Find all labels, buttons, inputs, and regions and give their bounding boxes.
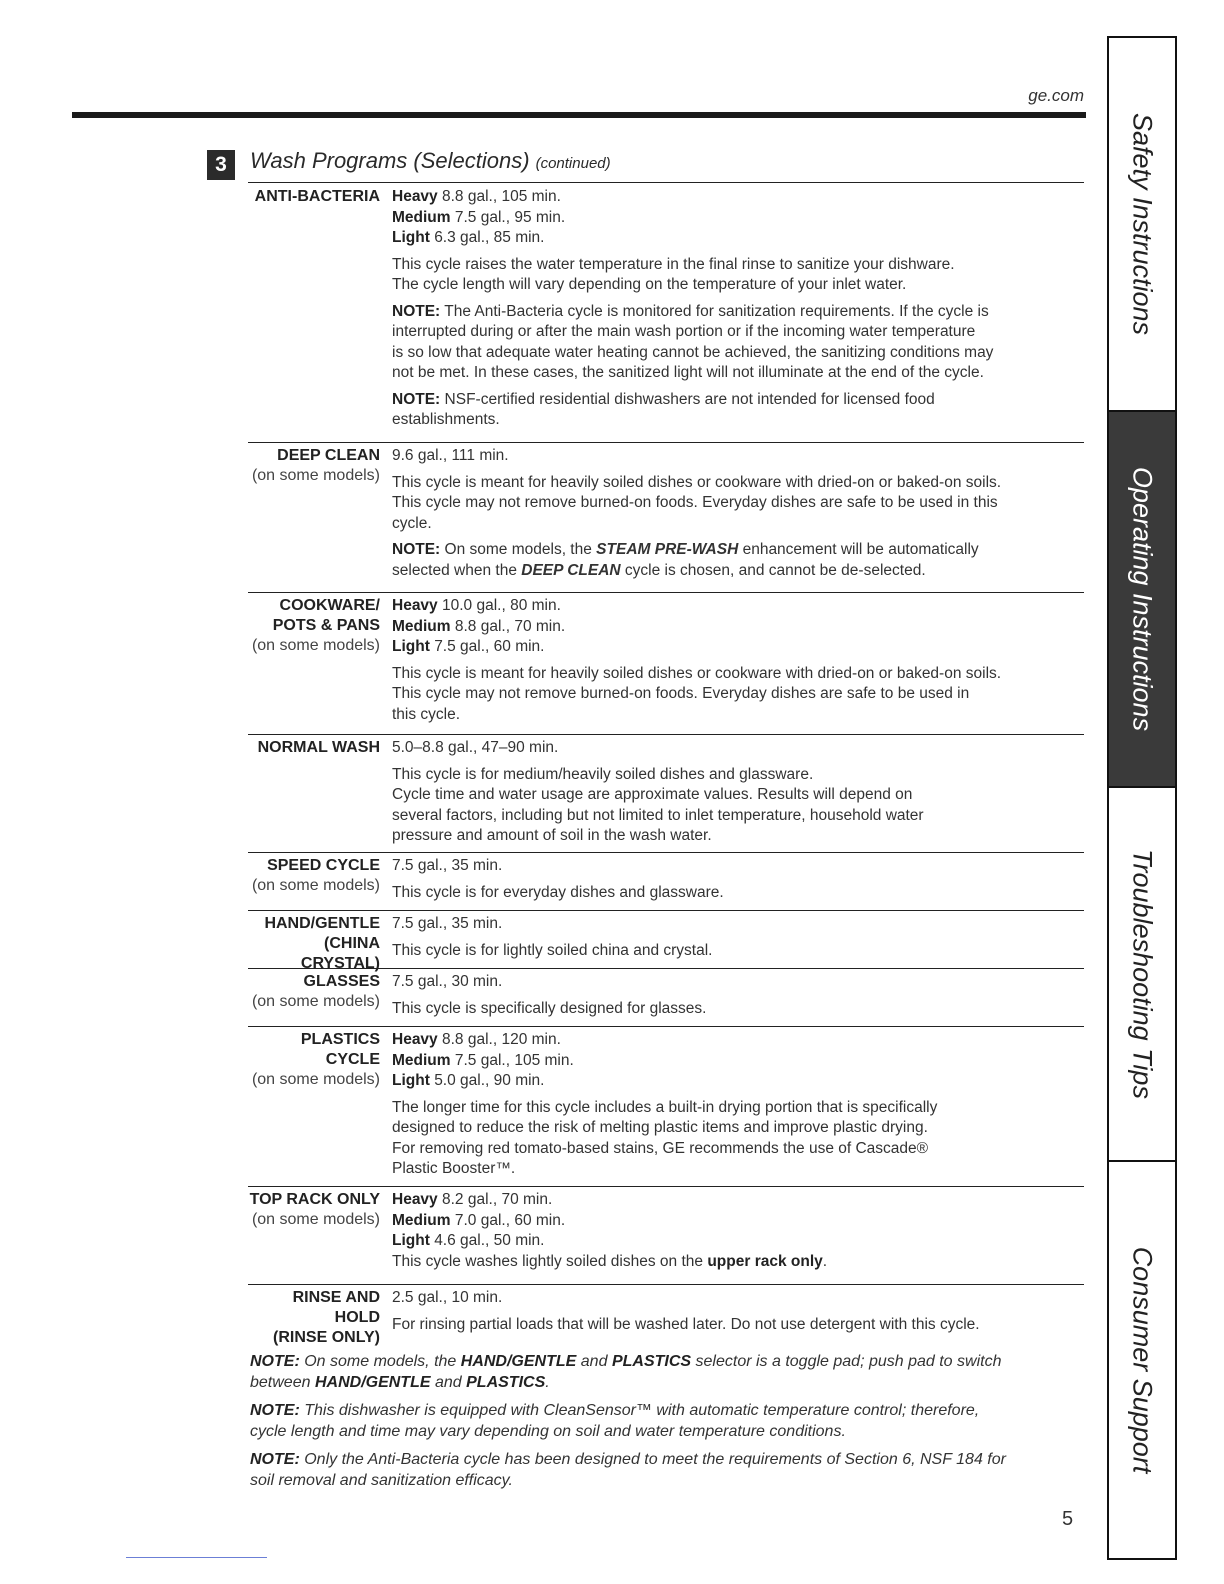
note-line: establishments. xyxy=(392,411,500,428)
cycle-row-hand-gentle xyxy=(248,910,1084,972)
level-line xyxy=(392,1231,1084,1252)
cycle-row-deep-clean xyxy=(248,442,1084,592)
cycle-content xyxy=(392,1030,1084,1180)
note-text: This dishwasher is equipped with CleanSensor™ with automatic temperature control; therefore, xyxy=(304,1402,980,1419)
cycle-description xyxy=(392,999,1084,1020)
cycle-name: ANTI-BACTERIA xyxy=(254,188,380,205)
note-line: interrupted during or after the main wash portion or if the incoming water temperature xyxy=(392,323,976,340)
cycle-note xyxy=(392,390,1084,431)
level-value: 5.0 gal., 90 min. xyxy=(434,1072,545,1089)
level-label: Medium xyxy=(392,617,451,635)
cycle-label xyxy=(248,972,380,1012)
level-label: Medium xyxy=(392,1051,451,1069)
note-emphasis: PLASTICS xyxy=(611,1353,692,1370)
note-emphasis: STEAM PRE-WASH xyxy=(596,541,739,558)
level-line xyxy=(392,228,1084,249)
cycle-availability: (on some models) xyxy=(251,993,380,1010)
cycle-name: COOKWARE/ xyxy=(279,597,380,614)
cycle-name: SPEED CYCLE xyxy=(267,857,380,874)
level-line xyxy=(392,208,1084,229)
note-text: cycle length and time may vary depending on soil and water temperature conditions. xyxy=(250,1422,846,1440)
cycle-label xyxy=(248,187,380,207)
level-label: Heavy xyxy=(392,1191,438,1208)
cycle-content xyxy=(392,856,1084,903)
level-value: 7.5 gal., 105 min. xyxy=(454,1051,574,1069)
level-line xyxy=(392,1190,1084,1211)
cycle-row-normal-wash xyxy=(248,734,1084,852)
cycle-name: PLASTICS CYCLE xyxy=(300,1031,380,1068)
cycle-label xyxy=(248,446,380,486)
level-value: 8.8 gal., 70 min. xyxy=(454,617,566,635)
desc-line: This cycle is for everyday dishes and glassware. xyxy=(392,883,724,901)
note-label: NOTE: xyxy=(250,1353,300,1370)
cycle-availability: (on some models) xyxy=(251,467,380,484)
bottom-link-underline xyxy=(126,1557,267,1558)
footnote xyxy=(250,1352,1080,1393)
cycle-description xyxy=(392,473,1084,535)
section-continued: (continued) xyxy=(535,155,611,172)
cycle-availability: (on some models) xyxy=(251,1211,380,1228)
level-label: Medium xyxy=(392,208,451,226)
section-title-text: Wash Programs (Selections) xyxy=(250,148,530,173)
cycle-spec: 7.5 gal., 35 min. xyxy=(392,857,503,874)
desc-text: This cycle washes lightly soiled dishes on the xyxy=(392,1252,704,1270)
note-line xyxy=(392,540,1084,561)
cycle-description xyxy=(392,765,1084,847)
section-number-badge: 3 xyxy=(207,150,235,180)
level-label: Heavy xyxy=(392,597,438,614)
cycle-row-plastics xyxy=(248,1026,1084,1186)
desc-line: Cycle time and water usage are approximate values. Results will depend on xyxy=(392,786,913,803)
cycle-name: GLASSES xyxy=(303,973,380,990)
level-value: 8.2 gal., 70 min. xyxy=(442,1191,553,1208)
desc-line: Plastic Booster™. xyxy=(392,1160,516,1177)
cycle-name-line2: (RINSE ONLY) xyxy=(273,1329,380,1346)
title-rule xyxy=(248,182,1084,183)
note-text: On some models, the xyxy=(304,1353,457,1370)
desc-line: This cycle is meant for heavily soiled dishes or cookware with dried-on or baked-on soils. xyxy=(392,473,1002,491)
cycle-name: DEEP CLEAN xyxy=(277,447,380,464)
desc-line: For removing red tomato-based stains, GE recommends the use of Cascade® xyxy=(392,1139,929,1157)
desc-line: This cycle is for lightly soiled china and crystal. xyxy=(392,941,713,959)
desc-line: designed to reduce the risk of melting plastic items and improve plastic drying. xyxy=(392,1119,928,1136)
level-line xyxy=(392,596,1084,617)
desc-line: The longer time for this cycle includes a built-in drying portion that is specifically xyxy=(392,1098,938,1116)
level-line xyxy=(392,1051,1084,1072)
note-text: On some models, the xyxy=(444,541,592,558)
cycle-row-anti-bacteria xyxy=(248,184,1084,442)
note-label: NOTE: xyxy=(392,302,441,320)
desc-emphasis: upper rack only xyxy=(707,1252,823,1270)
note-label: NOTE: xyxy=(250,1451,300,1468)
cycle-label xyxy=(248,856,380,896)
cycle-spec: 5.0–8.8 gal., 47–90 min. xyxy=(392,739,559,756)
tab-safety-instructions[interactable] xyxy=(1109,38,1175,410)
cycle-note xyxy=(392,540,1084,581)
footnote xyxy=(250,1450,1080,1491)
footnotes xyxy=(250,1352,1080,1499)
cycle-row-top-rack-only xyxy=(248,1186,1084,1284)
desc-line: This cycle may not remove burned-on foods. Everyday dishes are safe to be used in this xyxy=(392,494,998,511)
desc-line: This cycle may not remove burned-on foods. Everyday dishes are safe to be used in xyxy=(392,685,970,702)
cycle-row-speed-cycle xyxy=(248,852,1084,910)
desc-line: This cycle is specifically designed for glasses. xyxy=(392,999,707,1017)
cycle-note xyxy=(392,302,1084,384)
desc-line: cycle. xyxy=(392,514,432,532)
level-label: Light xyxy=(392,638,430,655)
cycle-row-rinse-and-hold xyxy=(248,1284,1084,1346)
desc-line: this cycle. xyxy=(392,705,461,723)
level-label: Medium xyxy=(392,1211,451,1229)
note-label: NOTE: xyxy=(250,1402,300,1419)
note-emphasis: PLASTICS xyxy=(466,1373,546,1391)
note-emphasis: HAND/GENTLE xyxy=(314,1373,431,1391)
desc-text: . xyxy=(822,1252,828,1270)
desc-line: This cycle is for medium/heavily soiled dishes and glassware. xyxy=(392,765,814,783)
cycle-content xyxy=(392,187,1084,431)
cycle-availability: (on some models) xyxy=(251,637,380,654)
note-text: . xyxy=(545,1373,550,1391)
note-text: between xyxy=(250,1373,311,1391)
desc-line: The cycle length will vary depending on the temperature of your inlet water. xyxy=(392,276,907,293)
note-label: NOTE: xyxy=(392,541,441,558)
cycle-label xyxy=(248,914,380,974)
footnote xyxy=(250,1401,1080,1442)
cycle-description xyxy=(392,664,1084,726)
level-value: 7.5 gal., 60 min. xyxy=(434,638,545,655)
cycle-spec: 7.5 gal., 30 min. xyxy=(392,973,503,990)
note-text: The Anti-Bacteria cycle is monitored for sanitization requirements. If the cycle is xyxy=(444,302,989,320)
cycle-label xyxy=(248,738,380,758)
level-line xyxy=(392,1030,1084,1051)
tab-label: Consumer Support xyxy=(1127,1246,1158,1474)
level-label: Heavy xyxy=(392,1031,438,1048)
note-text: enhancement will be automatically xyxy=(742,541,979,558)
cycle-spec: 7.5 gal., 35 min. xyxy=(392,915,503,932)
level-line xyxy=(392,1211,1084,1232)
note-text: Only the Anti-Bacteria cycle has been designed to meet the requirements of Section 6, NSF 184 for xyxy=(304,1451,1006,1468)
cycle-content xyxy=(392,1288,1084,1335)
level-value: 8.8 gal., 120 min. xyxy=(442,1031,561,1048)
cycle-label xyxy=(248,1190,380,1230)
cycle-spec: 9.6 gal., 111 min. xyxy=(392,447,509,464)
level-value: 4.6 gal., 50 min. xyxy=(434,1232,545,1249)
note-text: selector is a toggle pad; push pad to switch xyxy=(695,1353,1002,1370)
level-label: Light xyxy=(392,1072,430,1089)
note-line xyxy=(392,561,1084,582)
cycle-description xyxy=(392,1098,1084,1180)
level-line xyxy=(392,187,1084,208)
site-url: ge.com xyxy=(1028,86,1084,105)
note-line: is so low that adequate water heating cannot be achieved, the sanitizing conditions may xyxy=(392,343,994,361)
note-emphasis: DEEP CLEAN xyxy=(521,561,621,579)
level-line xyxy=(392,617,1084,638)
note-text: cycle is chosen, and cannot be de-selected. xyxy=(624,561,926,579)
tab-label: Safety Instructions xyxy=(1127,112,1158,336)
cycle-description xyxy=(392,1252,1084,1273)
tab-consumer-support[interactable] xyxy=(1109,1162,1175,1558)
cycle-row-glasses xyxy=(248,968,1084,1026)
note-text: and xyxy=(580,1353,608,1370)
tab-troubleshooting-tips[interactable] xyxy=(1109,788,1175,1160)
cycle-content xyxy=(392,972,1084,1019)
desc-line: For rinsing partial loads that will be washed later. Do not use detergent with this cycle. xyxy=(392,1315,980,1333)
cycle-availability: (on some models) xyxy=(251,877,380,894)
cycle-spec: 2.5 gal., 10 min. xyxy=(392,1289,503,1306)
page-number: 5 xyxy=(1062,1508,1074,1530)
cycle-content xyxy=(392,738,1084,847)
cycle-label xyxy=(248,1030,380,1090)
header-rule xyxy=(72,112,1086,118)
level-value: 7.0 gal., 60 min. xyxy=(454,1211,566,1229)
note-emphasis: HAND/GENTLE xyxy=(460,1353,577,1370)
level-label: Light xyxy=(392,229,430,246)
cycle-label xyxy=(248,596,380,656)
level-label: Light xyxy=(392,1232,430,1249)
level-value: 10.0 gal., 80 min. xyxy=(442,597,561,614)
cycle-name-line2: POTS & PANS xyxy=(272,617,380,634)
desc-line: This cycle raises the water temperature in the final rinse to sanitize your dishware. xyxy=(392,255,955,273)
level-line xyxy=(392,637,1084,658)
cycle-description xyxy=(392,1315,1084,1336)
tab-operating-instructions[interactable] xyxy=(1109,412,1175,786)
cycle-availability: (on some models) xyxy=(251,1071,380,1088)
note-label: NOTE: xyxy=(392,390,441,408)
cycle-content xyxy=(392,1190,1084,1272)
cycle-content xyxy=(392,596,1084,725)
level-line xyxy=(392,1071,1084,1092)
section-tabs xyxy=(1107,36,1177,1560)
note-text: NSF-certified residential dishwashers are not intended for licensed food xyxy=(444,390,935,408)
cycle-name-line2: (CHINA CRYSTAL) xyxy=(300,935,380,972)
level-value: 8.8 gal., 105 min. xyxy=(442,188,561,205)
note-line xyxy=(392,390,1084,411)
cycle-name: NORMAL WASH xyxy=(257,739,380,756)
desc-line: pressure and amount of soil in the wash water. xyxy=(392,827,712,844)
cycle-name: HAND/GENTLE xyxy=(264,915,380,932)
cycle-description xyxy=(392,883,1084,904)
note-line: not be met. In these cases, the sanitized light will not illuminate at the end of the cycle. xyxy=(392,364,984,381)
desc-line: several factors, including but not limited to inlet temperature, household water xyxy=(392,806,924,824)
cycle-description xyxy=(392,255,1084,296)
cycle-content xyxy=(392,446,1084,581)
note-text: and xyxy=(434,1373,462,1391)
note-text: soil removal and sanitization efficacy. xyxy=(250,1471,513,1489)
cycle-name: TOP RACK ONLY xyxy=(249,1191,380,1208)
tab-label: Troubleshooting Tips xyxy=(1127,849,1158,1099)
tab-label: Operating Instructions xyxy=(1127,466,1158,732)
level-value: 7.5 gal., 95 min. xyxy=(454,208,566,226)
level-label: Heavy xyxy=(392,188,438,205)
note-text: selected when the xyxy=(392,561,517,579)
section-title xyxy=(250,148,611,174)
cycle-row-cookware xyxy=(248,592,1084,734)
cycle-name: RINSE AND HOLD xyxy=(292,1289,380,1326)
note-line xyxy=(392,302,1084,323)
cycle-label xyxy=(248,1288,380,1348)
desc-line: This cycle is meant for heavily soiled dishes or cookware with dried-on or baked-on soils. xyxy=(392,664,1002,682)
cycle-content xyxy=(392,914,1084,961)
cycle-description xyxy=(392,941,1084,962)
level-value: 6.3 gal., 85 min. xyxy=(434,229,545,246)
